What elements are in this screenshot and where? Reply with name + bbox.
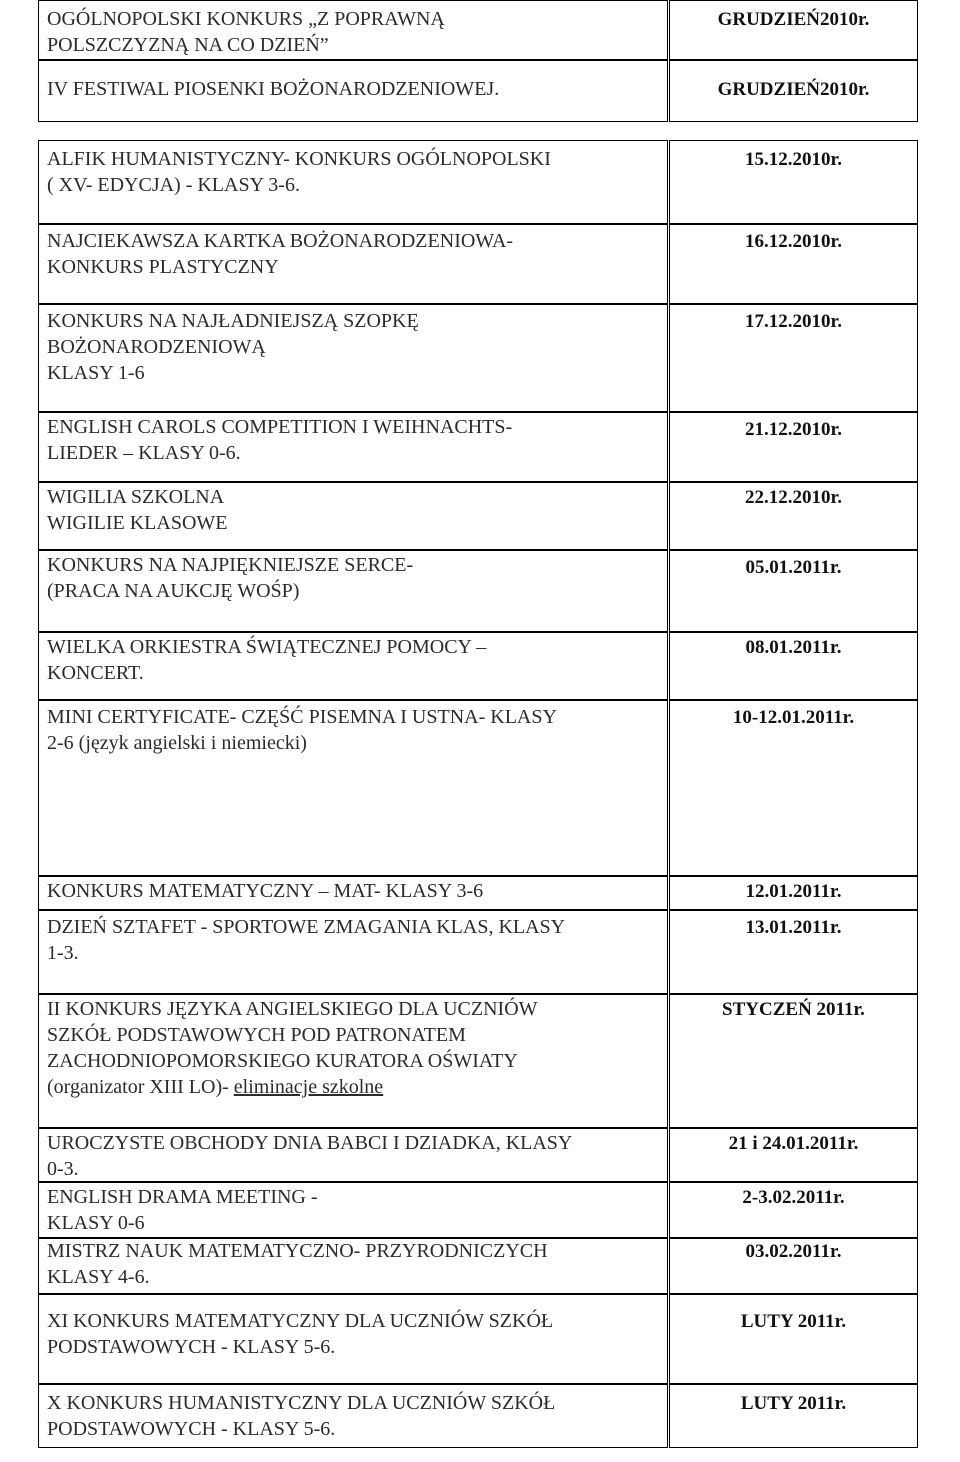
event-text: KONKURS NA NAJŁADNIEJSZĄ SZOPKĘ BOŻONARODZENIOWĄ KLASY 1-6 — [47, 310, 419, 384]
event-text: MISTRZ NAUK MATEMATYCZNO- PRZYRODNICZYCH KLASY 4-6. — [47, 1240, 548, 1288]
event-text: OGÓLNOPOLSKI KONKURS „Z POPRAWNĄ POLSZCZYZNĄ NA CO DZIEŃ” — [47, 8, 445, 56]
event-date: LUTY 2011r. — [740, 1311, 847, 1332]
event-date: 08.01.2011r. — [745, 637, 842, 658]
event-text: IV FESTIWAL PIOSENKI BOŻONARODZENIOWEJ. — [47, 78, 500, 100]
event-date: LUTY 2011r. — [740, 1393, 847, 1414]
event-text: MINI CERTYFICATE- CZĘŚĆ PISEMNA I USTNA- KLASY 2-6 (język angielski i niemiecki) — [47, 706, 557, 754]
event-date: 16.12.2010r. — [745, 231, 842, 252]
event-text: UROCZYSTE OBCHODY DNIA BABCI I DZIADKA, KLASY 0-3. — [47, 1132, 573, 1180]
event-link-text: eliminacje szkolne — [233, 1076, 384, 1098]
event-date: 03.02.2011r. — [745, 1241, 842, 1262]
event-date: 21 i 24.01.2011r. — [728, 1133, 859, 1154]
table-cell-date — [669, 1294, 918, 1384]
event-date: 2-3.02.2011r. — [742, 1187, 845, 1208]
event-date: 13.01.2011r. — [745, 917, 842, 938]
event-date: 12.01.2011r. — [745, 881, 842, 902]
event-text: KONKURS MATEMATYCZNY – MAT- KLASY 3-6 — [47, 880, 484, 902]
event-text-main: II KONKURS JĘZYKA ANGIELSKIEGO DLA UCZNIÓW SZKÓŁ PODSTAWOWYCH POD PATRONATEM ZACHODNIOPOMORSKIEGO KURATORA OŚWIATY (organizator XIII LO)- — [47, 998, 538, 1098]
event-date: 10-12.01.2011r. — [732, 707, 855, 728]
event-date: GRUDZIEŃ2010r. — [717, 9, 870, 30]
event-date: 15.12.2010r. — [745, 149, 842, 170]
event-text: WIGILIA SZKOLNA WIGILIE KLASOWE — [47, 486, 228, 534]
event-text: KONKURS NA NAJPIĘKNIEJSZE SERCE- (PRACA NA AUKCJĘ WOŚP) — [47, 554, 414, 602]
event-text: XI KONKURS MATEMATYCZNY DLA UCZNIÓW SZKÓŁ PODSTAWOWYCH - KLASY 5-6. — [47, 1310, 554, 1358]
event-text — [47, 996, 657, 1100]
event-text: DZIEŃ SZTAFET - SPORTOWE ZMAGANIA KLAS, KLASY 1-3. — [47, 916, 566, 964]
event-text: X KONKURS HUMANISTYCZNY DLA UCZNIÓW SZKÓŁ PODSTAWOWYCH - KLASY 5-6. — [47, 1392, 556, 1440]
event-date: 05.01.2011r. — [745, 557, 842, 578]
event-date: 17.12.2010r. — [745, 311, 842, 332]
event-text: WIELKA ORKIESTRA ŚWIĄTECZNEJ POMOCY – KONCERT. — [47, 636, 487, 684]
event-date: STYCZEŃ 2011r. — [722, 999, 865, 1020]
event-text: NAJCIEKAWSZA KARTKA BOŻONARODZENIOWA- KONKURS PLASTYCZNY — [47, 230, 514, 278]
event-date: GRUDZIEŃ2010r. — [717, 79, 870, 100]
event-text: ALFIK HUMANISTYCZNY- KONKURS OGÓLNOPOLSKI ( XV- EDYCJA) - KLASY 3-6. — [47, 148, 551, 196]
event-date: 22.12.2010r. — [745, 487, 842, 508]
event-date: 21.12.2010r. — [745, 419, 842, 440]
event-text: ENGLISH DRAMA MEETING - KLASY 0-6 — [47, 1186, 318, 1234]
event-text: ENGLISH CAROLS COMPETITION I WEIHNACHTS- LIEDER – KLASY 0-6. — [47, 416, 513, 464]
